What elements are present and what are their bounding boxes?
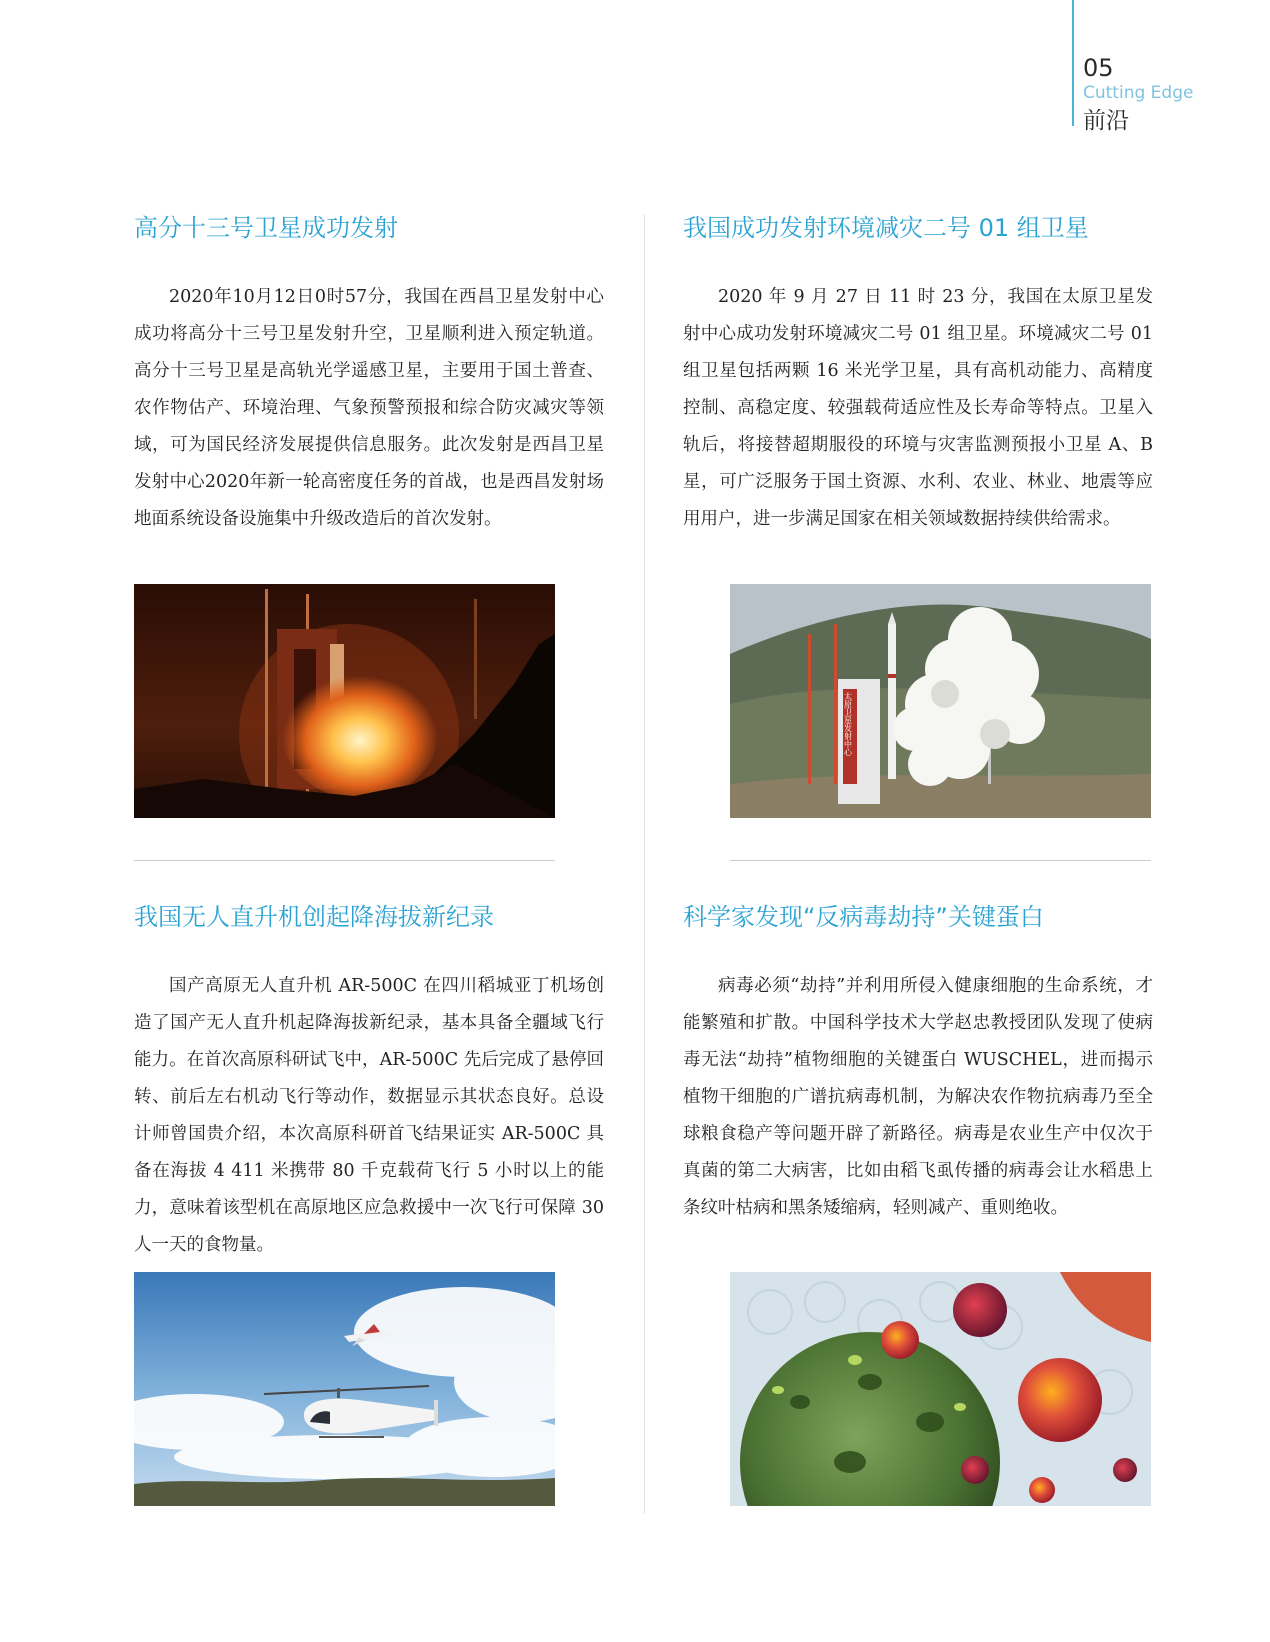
article-body: 2020 年 9 月 27 日 11 时 23 分，我国在太原卫星发射中心成功发射环境减灾二号 01 组卫星。环境减灾二号 01 组卫星包括两颗 16 米光学卫星，具有高机动能力、高精度控制、高稳定度、较强载荷适应性及长寿命等特点。卫星入轨后，将接替超期服役的环境与灾害监测预报小卫星 A、B 星，可广泛服务于国土资源、水利、农业、林业、地震等应用用户，进一步满足国家在相关领域数据持续供给需求。 <box>683 287 1153 529</box>
article-huanjing-jianzai <box>683 211 1153 538</box>
section-title-en: Cutting Edge <box>1083 83 1194 103</box>
separator-left <box>134 860 555 861</box>
tower-signage: 太原卫星发射中心 <box>843 692 853 756</box>
photo-night-rocket-launch <box>134 584 555 818</box>
page-number: 05 <box>1083 54 1114 82</box>
article-body: 国产高原无人直升机 AR-500C 在四川稻城亚丁机场创造了国产无人直升机起降海拔新纪录，基本具备全疆域飞行能力。在首次高原科研试飞中，AR-500C 先后完成了悬停回转、前后左右机动飞行等动作，数据显示其状态良好。总设计师曾国贵介绍，本次高原科研首飞结果证实 AR-500C 具备在海拔 4 411 米携带 80 千克载荷飞行 5 小时以上的能力，意味着该型机在高原地区应急救援中一次飞行可保障 30 人一天的食物量。 <box>134 976 604 1255</box>
section-title-cn: 前沿 <box>1083 108 1129 134</box>
article-title: 高分十三号卫星成功发射 <box>134 214 398 242</box>
article-title: 我国无人直升机创起降海拔新纪录 <box>134 903 494 931</box>
photo-daytime-rocket-launch <box>730 584 1151 818</box>
separator-right <box>730 860 1151 861</box>
article-title: 科学家发现“反病毒劫持”关键蛋白 <box>683 903 1044 931</box>
header-rule <box>1072 0 1074 126</box>
article-body: 2020年10月12日0时57分，我国在西昌卫星发射中心成功将高分十三号卫星发射升空，卫星顺利进入预定轨道。高分十三号卫星是高轨光学遥感卫星，主要用于国土普查、农作物估产、环境治理、气象预警预报和综合防灾减灾等领域，可为国民经济发展提供信息服务。此次发射是西昌卫星发射中心2020年新一轮高密度任务的首战，也是西昌发射场地面系统设备设施集中升级改造后的首次发射。 <box>134 287 604 529</box>
article-title: 我国成功发射环境减灾二号 01 组卫星 <box>683 214 1089 242</box>
photo-virus-illustration <box>730 1272 1151 1506</box>
column-divider <box>644 214 645 1514</box>
article-body: 病毒必须“劫持”并利用所侵入健康细胞的生命系统，才能繁殖和扩散。中国科学技术大学赵忠教授团队发现了使病毒无法“劫持”植物细胞的关键蛋白 WUSCHEL，进而揭示植物干细胞的广谱抗病毒机制，为解决农作物抗病毒乃至全球粮食稳产等问题开辟了新路径。病毒是农业生产中仅次于真菌的第二大病害，比如由稻飞虱传播的病毒会让水稻患上条纹叶枯病和黑条矮缩病，轻则减产、重则绝收。 <box>683 976 1153 1218</box>
article-antiviral-protein <box>683 900 1153 1227</box>
article-ar500c-helicopter <box>134 900 604 1264</box>
article-gaofen13 <box>134 211 604 538</box>
photo-unmanned-helicopter <box>134 1272 555 1506</box>
